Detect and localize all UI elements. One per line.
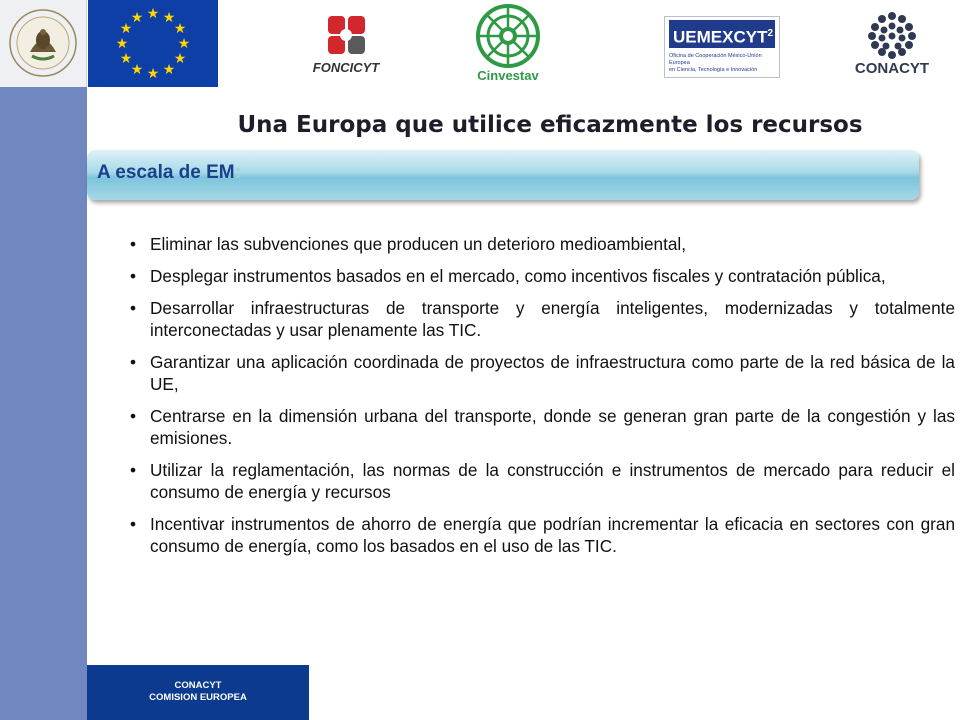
- footer-line-1: CONACYT: [174, 680, 222, 691]
- bullet-icon: •: [130, 266, 137, 286]
- list-item: • Garantizar una aplicación coordinada de proyectos de infraestructura como parte de la red básica de la UE,: [130, 352, 955, 394]
- conacyt-emblem-icon: [850, 8, 934, 60]
- svg-text:★: ★: [130, 10, 144, 26]
- list-item: • Eliminar las subvenciones que producen un deterioro medioambiental,: [130, 234, 686, 254]
- mexico-seal-cell: [0, 0, 87, 87]
- subheading-text: A escala de EM: [97, 162, 235, 183]
- uemexcyt-subtitle-2: en Ciencia, Tecnología e Innovación: [669, 67, 758, 73]
- uemexcyt-superscript: 2: [767, 28, 774, 39]
- mexico-seal-icon: [0, 0, 87, 87]
- svg-text:★: ★: [162, 10, 176, 26]
- svg-text:★: ★: [115, 36, 129, 52]
- bullet-icon: •: [130, 406, 137, 426]
- footer-line-2: COMISION EUROPEA: [149, 692, 247, 703]
- footer-block: [87, 665, 309, 720]
- bullet-icon: •: [130, 514, 137, 534]
- cinvestav-label: Cinvestav: [477, 68, 539, 83]
- uemexcyt-label: UEMEXCYT: [673, 27, 768, 47]
- list-item: • Centrarse en la dimensión urbana del transporte, donde se generan gran parte de la congestión y las emisiones.: [130, 406, 955, 448]
- list-item: • Desplegar instrumentos basados en el mercado, como incentivos fiscales y contratación pública,: [130, 266, 886, 286]
- foncicyt-label: FONCICYT: [312, 60, 380, 75]
- foncicyt-logo: [306, 10, 386, 80]
- subheading-bar: [87, 150, 919, 200]
- bullet-icon: •: [130, 234, 137, 254]
- bullet-icon: •: [130, 298, 137, 318]
- conacyt-logo: [850, 8, 934, 84]
- conacyt-label: CONACYT: [854, 60, 930, 77]
- svg-text:★: ★: [173, 21, 187, 37]
- slide-title: Una Europa que utilice eficazmente los recursos: [237, 112, 863, 138]
- bullet-icon: •: [130, 460, 137, 480]
- logo-header: [0, 0, 960, 87]
- list-item: • Incentivar instrumentos de ahorro de energía que podrían incrementar la eficacia en sectores con gran consumo de energía, como los basados en el uso de las TIC.: [130, 514, 955, 556]
- svg-text:★: ★: [173, 51, 187, 67]
- svg-text:★: ★: [119, 51, 133, 67]
- svg-text:★: ★: [162, 62, 176, 78]
- uemexcyt-logo: [664, 16, 780, 78]
- list-item: • Desarrollar infraestructuras de transporte y energía inteligentes, modernizadas y totalmente interconectadas y usar plenamente las TIC.: [130, 298, 955, 340]
- list-item: • Utilizar la reglamentación, las normas de la construcción e instrumentos de mercado para reducir el consumo de energía y recursos: [130, 460, 955, 502]
- cinvestav-logo: [468, 2, 548, 86]
- svg-text:★: ★: [119, 21, 133, 37]
- svg-text:★: ★: [130, 62, 144, 78]
- svg-text:★: ★: [177, 36, 191, 52]
- svg-text:★: ★: [146, 66, 160, 82]
- uemexcyt-subtitle-1: Oficina de Cooperación México-Unión Europea: [669, 53, 762, 66]
- bullet-list: [130, 233, 955, 567]
- cinvestav-emblem-icon: [468, 2, 548, 70]
- eu-flag-cell: [88, 0, 218, 87]
- foncicyt-emblem-icon: [306, 10, 386, 60]
- eu-flag-icon: [88, 0, 218, 87]
- subheading-colon: :: [234, 162, 241, 183]
- left-sidebar-band: [0, 87, 87, 720]
- bullet-icon: •: [130, 352, 137, 372]
- svg-text:★: ★: [146, 6, 160, 22]
- partner-logos: [218, 0, 960, 87]
